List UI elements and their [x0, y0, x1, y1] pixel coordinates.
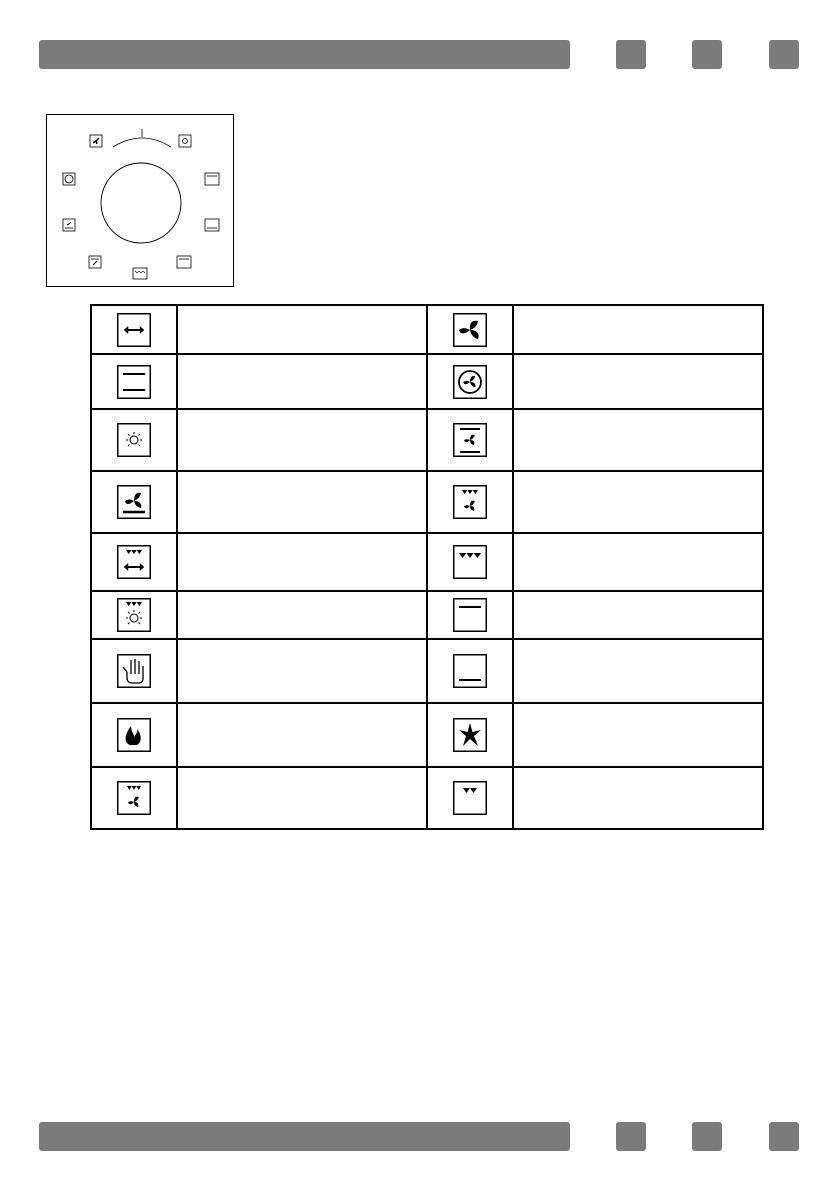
- legend-right-description: [513, 354, 763, 409]
- dial-knob: [101, 163, 181, 243]
- legend-right-description: [513, 409, 763, 471]
- dial-grill-fan-icon: [89, 256, 101, 268]
- legend-right-description: [513, 471, 763, 533]
- footer-block-1: [616, 1122, 646, 1151]
- grill-lamp-icon: [117, 598, 151, 632]
- legend-left-icon-cell: [91, 354, 177, 409]
- header-block-1: [616, 40, 646, 69]
- dial-light-icon: [179, 135, 191, 147]
- lamp-icon: [117, 423, 151, 457]
- legend-row: [91, 767, 763, 829]
- symbol-legend-table: [90, 304, 764, 830]
- legend-left-icon-cell: [91, 409, 177, 471]
- legend-row: [91, 639, 763, 703]
- bottom-heat-icon: [453, 654, 487, 688]
- top-heat-icon: [453, 598, 487, 632]
- legend-left-description: [177, 305, 427, 354]
- legend-right-icon-cell: [427, 703, 513, 767]
- footer-block-3: [769, 1122, 799, 1151]
- header-bar: [39, 40, 570, 69]
- legend-row: [91, 305, 763, 354]
- grill-arrows-icon: [117, 545, 151, 579]
- grill-fan-icon: [453, 485, 487, 519]
- small-grill-fan-icon: [117, 781, 151, 815]
- legend-right-icon-cell: [427, 639, 513, 703]
- circular-fan-icon: [453, 365, 487, 399]
- legend-left-description: [177, 533, 427, 591]
- fan-bottom-heat-icon: [117, 485, 151, 519]
- legend-left-description: [177, 354, 427, 409]
- legend-left-description: [177, 591, 427, 639]
- dial-fan-icon: [90, 135, 102, 147]
- fan-top-bottom-icon: [453, 423, 487, 457]
- footer-block-2: [692, 1122, 722, 1151]
- legend-left-description: [177, 703, 427, 767]
- legend-left-icon-cell: [91, 639, 177, 703]
- legend-row: [91, 533, 763, 591]
- legend-right-icon-cell: [427, 591, 513, 639]
- fan-icon: [453, 313, 487, 347]
- dial-circular-fan-icon: [63, 173, 75, 185]
- legend-row: [91, 471, 763, 533]
- legend-right-icon-cell: [427, 471, 513, 533]
- legend-left-description: [177, 639, 427, 703]
- legend-left-description: [177, 767, 427, 829]
- dial-bottom-fan-icon: [63, 219, 75, 231]
- legend-left-icon-cell: [91, 767, 177, 829]
- defrost-star-icon: [453, 718, 487, 752]
- legend-right-icon-cell: [427, 354, 513, 409]
- legend-right-description: [513, 703, 763, 767]
- grill-icon: [453, 545, 487, 579]
- legend-right-description: [513, 639, 763, 703]
- legend-left-icon-cell: [91, 533, 177, 591]
- legend-right-icon-cell: [427, 533, 513, 591]
- legend-right-description: [513, 591, 763, 639]
- legend-row: [91, 354, 763, 409]
- legend-right-description: [513, 533, 763, 591]
- dial-grill-icon: [133, 268, 147, 279]
- legend-left-icon-cell: [91, 471, 177, 533]
- legend-left-description: [177, 409, 427, 471]
- legend-right-description: [513, 767, 763, 829]
- dial-top-element-icon: [177, 256, 191, 268]
- flame-icon: [117, 718, 151, 752]
- dial-bottom-heat-icon: [205, 219, 219, 231]
- dial-diagram: [47, 115, 235, 288]
- dial-panel: [46, 114, 234, 287]
- legend-row: [91, 409, 763, 471]
- top-bottom-heat-icon: [117, 365, 151, 399]
- legend-left-icon-cell: [91, 703, 177, 767]
- small-grill-icon: [453, 781, 487, 815]
- legend-row: [91, 703, 763, 767]
- footer-bar: [39, 1122, 570, 1151]
- header-block-2: [692, 40, 722, 69]
- legend-left-icon-cell: [91, 591, 177, 639]
- legend-right-description: [513, 305, 763, 354]
- hand-icon: [117, 654, 151, 688]
- dial-top-heat-icon: [205, 173, 219, 185]
- legend-left-icon-cell: [91, 305, 177, 354]
- legend-row: [91, 591, 763, 639]
- legend-right-icon-cell: [427, 767, 513, 829]
- double-arrow-icon: [117, 313, 151, 347]
- header-block-3: [769, 40, 799, 69]
- legend-left-description: [177, 471, 427, 533]
- legend-right-icon-cell: [427, 409, 513, 471]
- legend-right-icon-cell: [427, 305, 513, 354]
